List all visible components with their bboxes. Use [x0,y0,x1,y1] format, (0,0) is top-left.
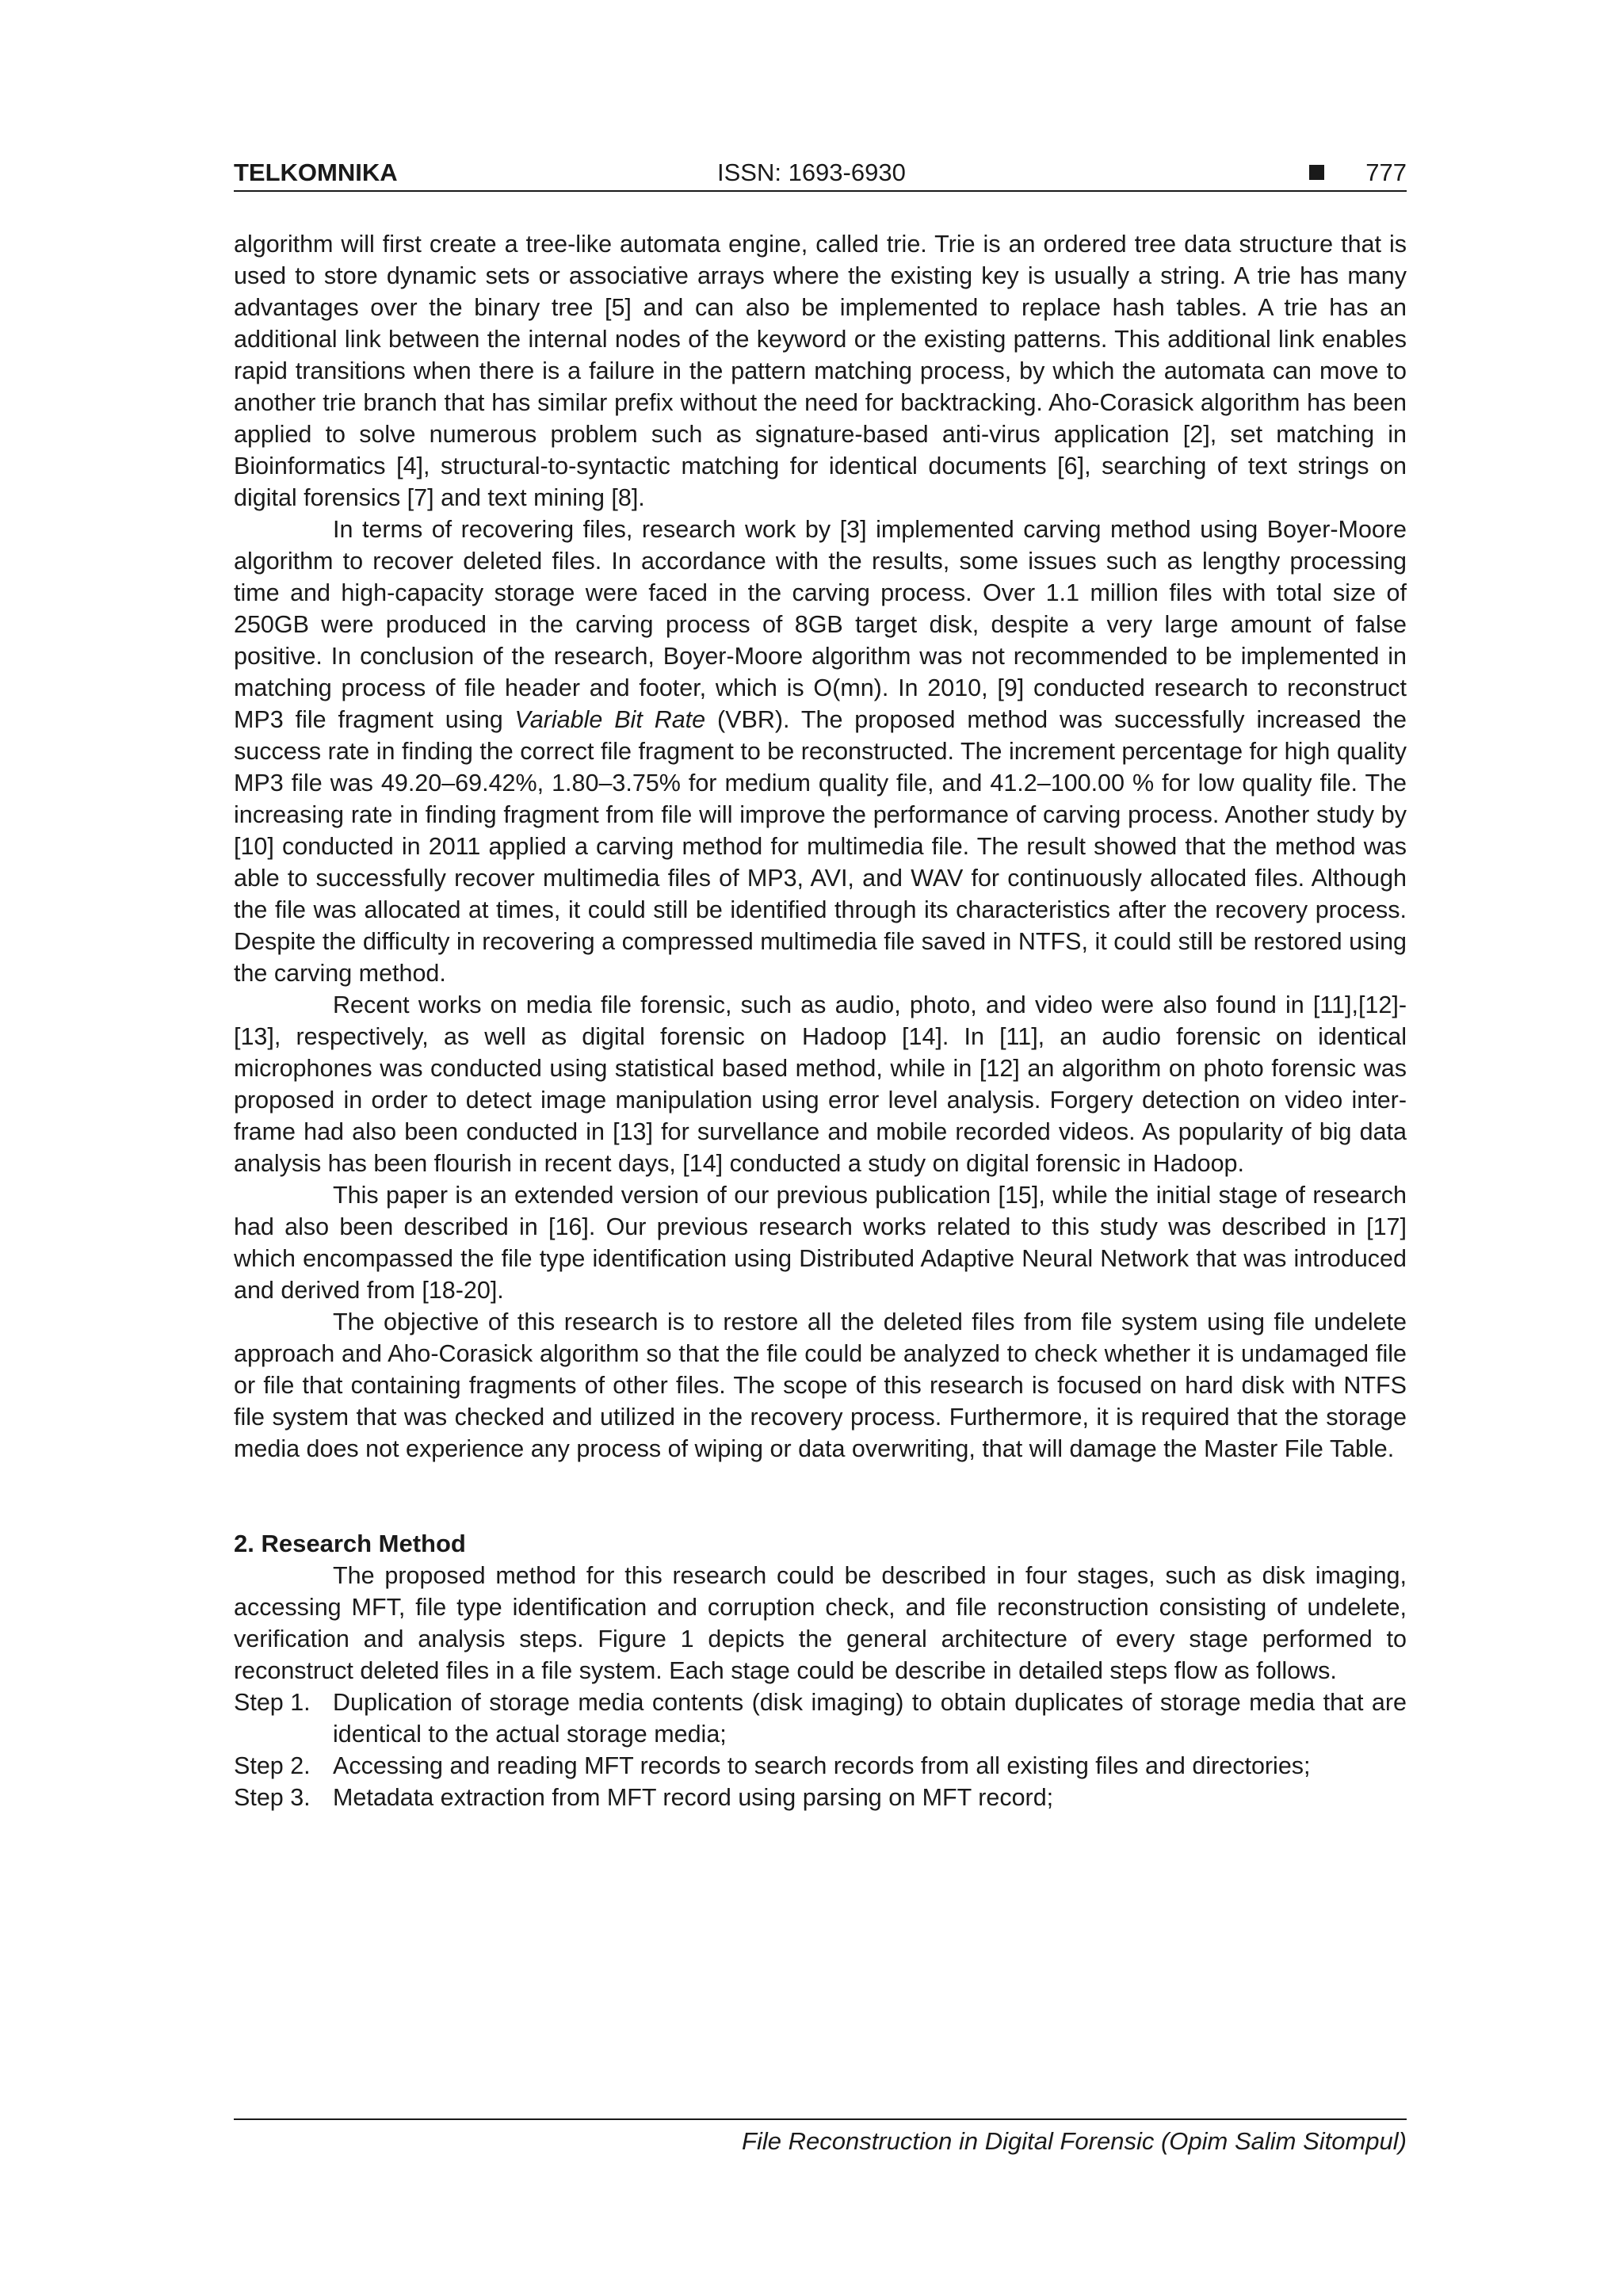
step-text: Accessing and reading MFT records to search records from all existing files and directories; [333,1752,1311,1779]
body-text [234,228,1407,1813]
paragraph-2-part-1: In terms of recovering files, research work by [3] implemented carving method using Boyer-Moore algorithm to recover deleted files. In accordance with the results, some issues such as lengthy processing time and high-capacity storage were faced in the carving process. Over 1.1 million files with total size of 250GB were produced in the carving process of 8GB target disk, despite a very large amount of false positive. In conclusion of the research, Boyer-Moore algorithm was not recommended to be implemented in matching process of file header and footer, which is O(mn). In 2010, [9] conducted research to reconstruct MP3 file fragment using [234,516,1407,733]
paragraph-4: This paper is an extended version of our previous publication [15], while the initial stage of research had also been described in [16]. Our previous research works related to this study was described in [17] which encompassed the file type identification using Distributed Adaptive Neural Network that was introduced and derived from [18-20]. [234,1182,1407,1304]
header-rule [234,190,1407,192]
step-text: Metadata extraction from MFT record using parsing on MFT record; [333,1784,1054,1811]
paragraph-3: Recent works on media file forensic, such as audio, photo, and video were also found in [11],[12]-[13], respectively, as well as digital forensic on Hadoop [14]. In [11], an audio forensic on identical microphones was conducted using statistical based method, while in [12] an algorithm on photo forensic was proposed in order to detect image manipulation using error level analysis. Forgery detection on video inter-frame had also been conducted in [13] for survellance and mobile recorded videos. As popularity of big data analysis has been flourish in recent days, [14] conducted a study on digital forensic in Hadoop. [234,991,1407,1177]
paragraph-5: The objective of this research is to restore all the deleted files from file system using file undelete approach and Aho-Corasick algorithm so that the file could be analyzed to check whether it is undamaged file or file that containing fragments of other files. The scope of this research is focused on hard disk with NTFS file system that was checked and utilized in the recovery process. Furthermore, it is required that the storage media does not experience any process of wiping or data overwriting, that will damage the Master File Table. [234,1308,1407,1462]
step-label: Step 3. [234,1784,311,1811]
running-footer: File Reconstruction in Digital Forensic (Opim Salim Sitompul) [742,2127,1407,2155]
section-heading: 2. Research Method [234,1530,466,1557]
journal-name: TELKOMNIKA [234,159,398,186]
step-label: Step 1. [234,1689,311,1716]
step-item [234,1750,1407,1782]
step-label: Step 2. [234,1752,311,1779]
page-number: 777 [1365,159,1407,186]
step-text: Duplication of storage media contents (disk imaging) to obtain duplicates of storage media that are identical to the actual storage media; [333,1689,1407,1748]
step-item [234,1782,1407,1813]
paper-page [234,0,1407,2296]
paragraph-1: algorithm will first create a tree-like automata engine, called trie. Trie is an ordered tree data structure that is used to store dynamic sets or associative arrays where the existing key is usually a string. A trie has many advantages over the binary tree [5] and can also be implemented to replace hash tables. A trie has an additional link between the internal nodes of the keyword or the existing patterns. This additional link enables rapid transitions when there is a failure in the pattern matching process, by which the automata can move to another trie branch that has similar prefix without the need for backtracking. Aho-Corasick algorithm has been applied to solve numerous problem such as signature-based anti-virus application [2], set matching in Bioinformatics [4], structural-to-syntactic matching for identical documents [6], searching of text strings on digital forensics [7] and text mining [8]. [234,231,1407,511]
paragraph-2-part-2: (VBR). The proposed method was successfully increased the success rate in finding the correct file fragment to be reconstructed. The increment percentage for high quality MP3 file was 49.20–69.42%, 1.80–3.75% for medium quality file, and 41.2–100.00 % for low quality file. The increasing rate in finding fragment from file will improve the performance of carving process. Another study by [10] conducted in 2011 applied a carving method for multimedia file. The result showed that the method was able to successfully recover multimedia files of MP3, AVI, and WAV for continuously allocated files. Although the file was allocated at times, it could still be identified through its characteristics after the recovery process. Despite the difficulty in recovering a compressed multimedia file saved in NTFS, it could still be restored using the carving method. [234,706,1407,987]
black-square-icon [1309,165,1324,180]
section-intro: The proposed method for this research could be described in four stages, such as disk imaging, accessing MFT, file type identification and corruption check, and file reconstruction consisting of undelete, verification and analysis steps. Figure 1 depicts the general architecture of every stage performed to reconstruct deleted files in a file system. Each stage could be describe in detailed steps flow as follows. [234,1562,1407,1684]
step-item [234,1687,1407,1750]
footer-rule [234,2118,1407,2120]
running-header [234,155,1407,190]
issn-number: ISSN: 1693-6930 [717,159,906,186]
vbr-italic-term: Variable Bit Rate [514,706,706,733]
paragraph-2 [234,514,1407,989]
